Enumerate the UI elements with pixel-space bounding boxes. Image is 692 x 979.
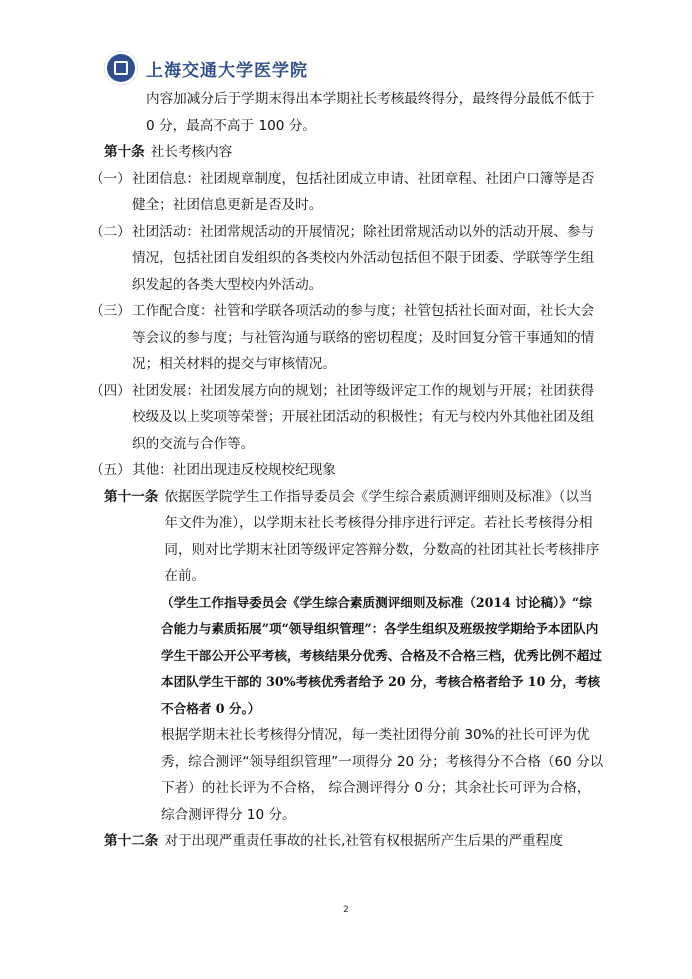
document-body — [90, 86, 604, 855]
article-11-text: 依据医学院学生工作指导委员会《学生综合素质测评细则及标准》（以当年文件为准），以学期末社长考核得分排序进行评定。若社长考核得分相同，则对比学期末社团等级评定答辩分数，分数高的社团其社长考核排序在前。 — [164, 488, 600, 584]
item-text: 社团发展：社团发展方向的规划；社团等级评定工作的规划与开展；社团获得校级及以上奖项等荣誉；开展社团活动的积极性；有无与校内外其他社团及组织的交流与合作等。 — [132, 382, 595, 452]
list-item — [90, 298, 604, 378]
article-12-text: 对于出现严重责任事故的社长,社管有权根据所产生后果的严重程度 — [164, 833, 563, 849]
page-number: 2 — [343, 905, 349, 915]
list-item — [90, 457, 604, 484]
article-11-paragraph-2: 根据学期末社长考核得分情况，每一类社团得分前 30%的社长可评为优秀，综合测评“领导组织管理”一项得分 20 分；考核得分不合格（60 分以下者）的社长评为不合格， 综合测评得分 0 分；其余社长可评为合格，综合测评得分 10 分。 — [161, 727, 604, 823]
article-12 — [104, 828, 604, 855]
list-item — [90, 378, 604, 458]
article-12-title: 第十二条 — [104, 833, 159, 849]
item-text: 社团信息：社团规章制度，包括社团成立申请、社团章程、社团户口簿等是否健全；社团信息更新是否及时。 — [132, 170, 595, 213]
item-marker: （三） — [90, 303, 131, 319]
university-logo-text: 上海交通大学医学院 — [146, 60, 308, 81]
item-marker: （二） — [90, 223, 131, 240]
list-item — [90, 166, 604, 219]
item-marker: （一） — [90, 170, 131, 187]
article-11-title: 第十一条 — [104, 488, 159, 505]
list-item — [90, 219, 604, 299]
article-10 — [104, 139, 604, 166]
article-10-title: 第十条 — [104, 144, 145, 160]
article-11 — [104, 484, 604, 590]
article-10-text: 社长考核内容 — [150, 144, 233, 160]
item-marker: （五） — [90, 462, 131, 478]
intro-paragraph: 内容加减分后于学期末得出本学期社长考核最终得分，最终得分最低不低于 0 分，最高不高于 100 分。 — [146, 91, 595, 134]
item-text: 社团活动：社团常规活动的开展情况；除社团常规活动以外的活动开展、参与情况，包括社团自发组织的各类校内外活动包括但不限于团委、学联等学生组织发起的各类大型校内外活动。 — [132, 223, 595, 293]
university-seal-icon — [104, 51, 138, 85]
article-11-note: （学生工作指导委员会《学生综合素质测评细则及标准（2014 讨论稿）》“综合能力与素质拓展”项“领导组织管理”：各学生组织及班级按学期给予本团队内学生干部公开公平考核，考核结果分优秀、合格及不合格三档，优秀比例不超过本团队学生干部的 30%考核优秀者给予 20 分，考核合格者给予 10 分，考核不合格者 0 分。） — [161, 594, 602, 716]
page-header — [104, 48, 308, 88]
item-text: 其他：社团出现违反校规校纪现象 — [132, 462, 336, 478]
item-text: 工作配合度：社管和学联各项活动的参与度；社管包括社长面对面，社长大会等会议的参与度；与社管沟通与联络的密切程度；及时回复分管干事通知的情况；相关材料的提交与审核情况。 — [132, 303, 595, 372]
item-marker: （四） — [90, 382, 131, 399]
